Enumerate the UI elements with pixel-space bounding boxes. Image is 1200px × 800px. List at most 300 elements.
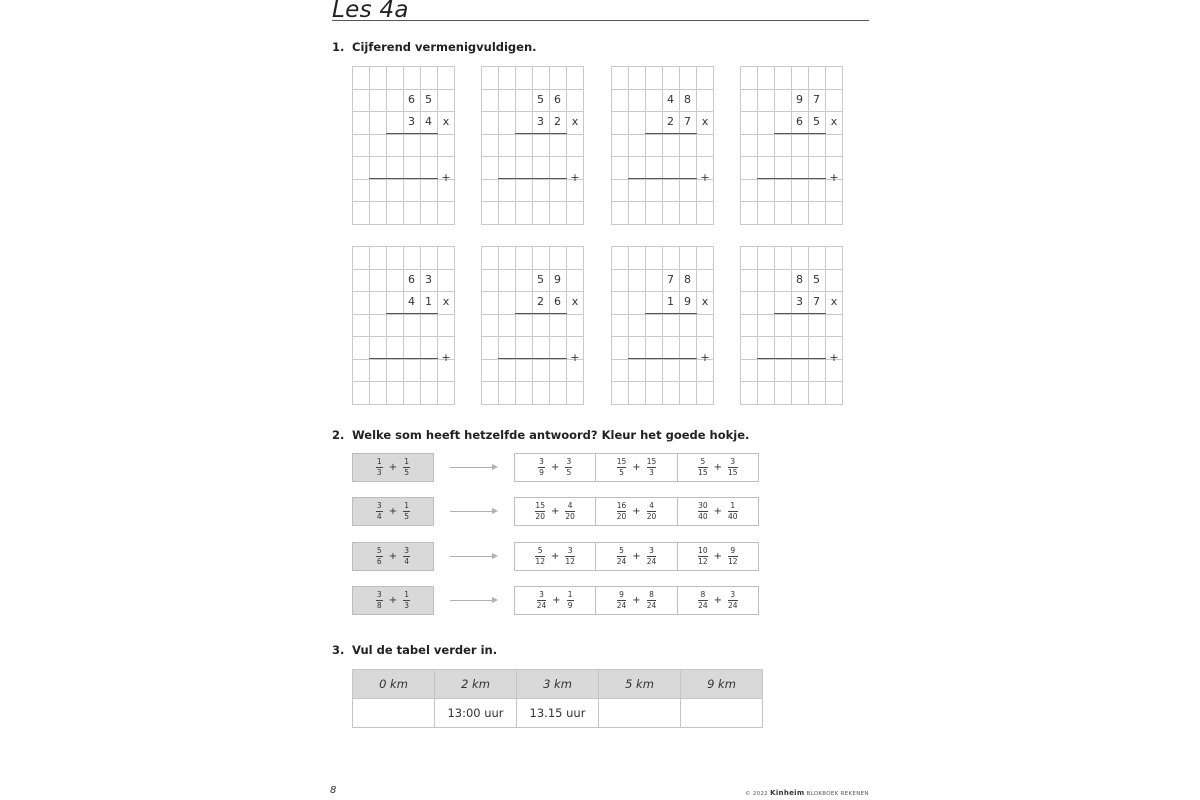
grid-cell[interactable] (369, 179, 387, 203)
grid-cell[interactable] (386, 291, 404, 315)
grid-cell[interactable] (532, 66, 550, 90)
grid-cell[interactable] (481, 359, 499, 383)
grid-cell[interactable] (808, 336, 826, 360)
grid-cell[interactable] (369, 201, 387, 225)
grid-cell[interactable] (420, 201, 438, 225)
grid-cell[interactable] (386, 336, 404, 360)
grid-cell[interactable] (549, 314, 567, 338)
grid-cell[interactable] (352, 336, 370, 360)
grid-cell[interactable] (481, 179, 499, 203)
grid-cell[interactable] (403, 336, 421, 360)
grid-cell[interactable] (611, 201, 629, 225)
grid-cell[interactable] (774, 381, 792, 405)
grid-cell[interactable] (481, 66, 499, 90)
grid-cell[interactable] (437, 246, 455, 270)
grid-cell[interactable] (403, 314, 421, 338)
grid-cell[interactable] (628, 269, 646, 293)
grid-cell[interactable] (825, 201, 843, 225)
grid-cell[interactable] (740, 201, 758, 225)
grid-cell[interactable] (369, 66, 387, 90)
answer-option-box[interactable] (596, 498, 677, 525)
grid-cell[interactable] (369, 246, 387, 270)
grid-cell[interactable] (420, 134, 438, 158)
grid-cell[interactable] (628, 201, 646, 225)
grid-cell[interactable] (498, 336, 516, 360)
grid-cell[interactable] (679, 201, 697, 225)
grid-cell[interactable] (774, 269, 792, 293)
grid-cell[interactable] (515, 66, 533, 90)
grid-cell[interactable] (437, 134, 455, 158)
grid-cell[interactable] (481, 201, 499, 225)
grid-cell[interactable] (791, 314, 809, 338)
grid-cell[interactable] (791, 66, 809, 90)
grid-cell[interactable] (611, 156, 629, 180)
grid-cell[interactable] (549, 66, 567, 90)
grid-cell[interactable] (481, 134, 499, 158)
answer-grid[interactable] (611, 66, 713, 224)
grid-cell[interactable] (420, 246, 438, 270)
grid-cell[interactable] (403, 246, 421, 270)
grid-cell[interactable] (566, 381, 584, 405)
grid-cell[interactable] (481, 111, 499, 135)
grid-cell[interactable] (645, 89, 663, 113)
grid-cell[interactable] (628, 66, 646, 90)
grid-cell[interactable] (420, 156, 438, 180)
grid-cell[interactable] (791, 359, 809, 383)
grid-cell[interactable] (611, 246, 629, 270)
grid-cell[interactable] (825, 314, 843, 338)
grid-cell[interactable] (740, 66, 758, 90)
grid-cell[interactable] (696, 134, 714, 158)
grid-cell[interactable] (515, 111, 533, 135)
grid-cell[interactable] (825, 66, 843, 90)
grid-cell[interactable] (437, 201, 455, 225)
grid-cell[interactable] (757, 291, 775, 315)
grid-cell[interactable] (740, 89, 758, 113)
grid-cell[interactable] (532, 134, 550, 158)
grid-cell[interactable] (808, 314, 826, 338)
grid-cell[interactable] (628, 156, 646, 180)
grid-cell[interactable] (386, 381, 404, 405)
grid-cell[interactable] (566, 66, 584, 90)
answer-option-box[interactable] (596, 543, 677, 570)
grid-cell[interactable] (549, 179, 567, 203)
grid-cell[interactable] (645, 314, 663, 338)
grid-cell[interactable] (774, 359, 792, 383)
grid-cell[interactable] (498, 201, 516, 225)
grid-cell[interactable] (566, 269, 584, 293)
grid-cell[interactable] (628, 246, 646, 270)
grid-cell[interactable] (437, 381, 455, 405)
grid-cell[interactable] (757, 134, 775, 158)
grid-cell[interactable] (352, 156, 370, 180)
grid-cell[interactable] (679, 156, 697, 180)
grid-cell[interactable] (825, 381, 843, 405)
answer-option-box[interactable] (678, 498, 758, 525)
grid-cell[interactable] (532, 201, 550, 225)
grid-cell[interactable] (352, 314, 370, 338)
grid-cell[interactable] (628, 359, 646, 383)
grid-cell[interactable] (825, 134, 843, 158)
grid-cell[interactable] (369, 269, 387, 293)
grid-cell[interactable] (532, 314, 550, 338)
grid-cell[interactable] (498, 246, 516, 270)
grid-cell[interactable] (352, 269, 370, 293)
grid-cell[interactable] (369, 314, 387, 338)
grid-cell[interactable] (774, 89, 792, 113)
grid-cell[interactable] (386, 179, 404, 203)
grid-cell[interactable] (791, 381, 809, 405)
answer-option-box[interactable] (596, 587, 677, 614)
grid-cell[interactable] (808, 134, 826, 158)
grid-cell[interactable] (645, 179, 663, 203)
grid-cell[interactable] (515, 314, 533, 338)
grid-cell[interactable] (774, 179, 792, 203)
grid-cell[interactable] (403, 381, 421, 405)
grid-cell[interactable] (481, 336, 499, 360)
grid-cell[interactable] (437, 314, 455, 338)
grid-cell[interactable] (515, 246, 533, 270)
grid-cell[interactable] (532, 179, 550, 203)
answer-grid[interactable] (740, 246, 842, 404)
grid-cell[interactable] (628, 314, 646, 338)
grid-cell[interactable] (696, 314, 714, 338)
answer-grid[interactable] (352, 66, 454, 224)
grid-cell[interactable] (498, 89, 516, 113)
grid-cell[interactable] (628, 134, 646, 158)
grid-cell[interactable] (757, 111, 775, 135)
grid-cell[interactable] (662, 179, 680, 203)
grid-cell[interactable] (696, 201, 714, 225)
grid-cell[interactable] (791, 246, 809, 270)
grid-cell[interactable] (645, 381, 663, 405)
grid-cell[interactable] (645, 269, 663, 293)
grid-cell[interactable] (628, 336, 646, 360)
grid-cell[interactable] (515, 134, 533, 158)
grid-cell[interactable] (369, 291, 387, 315)
grid-cell[interactable] (757, 314, 775, 338)
grid-cell[interactable] (774, 66, 792, 90)
grid-cell[interactable] (757, 179, 775, 203)
grid-cell[interactable] (386, 359, 404, 383)
grid-cell[interactable] (515, 291, 533, 315)
grid-cell[interactable] (515, 269, 533, 293)
grid-cell[interactable] (352, 134, 370, 158)
grid-cell[interactable] (481, 246, 499, 270)
grid-cell[interactable] (679, 359, 697, 383)
table-cell-answer[interactable] (353, 699, 435, 728)
grid-cell[interactable] (791, 336, 809, 360)
answer-grid[interactable] (740, 66, 842, 224)
grid-cell[interactable] (662, 66, 680, 90)
grid-cell[interactable] (403, 201, 421, 225)
grid-cell[interactable] (774, 134, 792, 158)
answer-grid[interactable] (352, 246, 454, 404)
grid-cell[interactable] (696, 269, 714, 293)
grid-cell[interactable] (774, 336, 792, 360)
grid-cell[interactable] (420, 66, 438, 90)
grid-cell[interactable] (662, 381, 680, 405)
answer-option-box[interactable] (515, 543, 596, 570)
grid-cell[interactable] (403, 134, 421, 158)
grid-cell[interactable] (420, 179, 438, 203)
grid-cell[interactable] (645, 66, 663, 90)
grid-cell[interactable] (566, 134, 584, 158)
grid-cell[interactable] (774, 111, 792, 135)
grid-cell[interactable] (662, 201, 680, 225)
grid-cell[interactable] (386, 89, 404, 113)
grid-cell[interactable] (808, 156, 826, 180)
grid-cell[interactable] (532, 381, 550, 405)
grid-cell[interactable] (628, 179, 646, 203)
grid-cell[interactable] (696, 66, 714, 90)
grid-cell[interactable] (515, 179, 533, 203)
grid-cell[interactable] (386, 314, 404, 338)
grid-cell[interactable] (791, 134, 809, 158)
grid-cell[interactable] (369, 156, 387, 180)
grid-cell[interactable] (549, 201, 567, 225)
grid-cell[interactable] (757, 201, 775, 225)
grid-cell[interactable] (774, 201, 792, 225)
grid-cell[interactable] (645, 111, 663, 135)
grid-cell[interactable] (774, 314, 792, 338)
grid-cell[interactable] (740, 134, 758, 158)
grid-cell[interactable] (352, 291, 370, 315)
grid-cell[interactable] (566, 89, 584, 113)
grid-cell[interactable] (386, 201, 404, 225)
grid-cell[interactable] (481, 314, 499, 338)
grid-cell[interactable] (662, 336, 680, 360)
grid-cell[interactable] (740, 179, 758, 203)
grid-cell[interactable] (352, 111, 370, 135)
grid-cell[interactable] (645, 359, 663, 383)
grid-cell[interactable] (515, 201, 533, 225)
grid-cell[interactable] (774, 291, 792, 315)
grid-cell[interactable] (498, 269, 516, 293)
grid-cell[interactable] (369, 134, 387, 158)
grid-cell[interactable] (740, 336, 758, 360)
grid-cell[interactable] (757, 336, 775, 360)
grid-cell[interactable] (740, 291, 758, 315)
table-cell-answer[interactable] (681, 699, 763, 728)
grid-cell[interactable] (566, 201, 584, 225)
grid-cell[interactable] (498, 66, 516, 90)
grid-cell[interactable] (774, 156, 792, 180)
grid-cell[interactable] (757, 381, 775, 405)
grid-cell[interactable] (403, 156, 421, 180)
grid-cell[interactable] (481, 381, 499, 405)
grid-cell[interactable] (611, 291, 629, 315)
grid-cell[interactable] (352, 246, 370, 270)
grid-cell[interactable] (825, 246, 843, 270)
grid-cell[interactable] (808, 201, 826, 225)
grid-cell[interactable] (808, 381, 826, 405)
grid-cell[interactable] (740, 246, 758, 270)
grid-cell[interactable] (386, 269, 404, 293)
grid-cell[interactable] (352, 381, 370, 405)
grid-cell[interactable] (515, 381, 533, 405)
grid-cell[interactable] (437, 89, 455, 113)
answer-option-box[interactable] (678, 454, 758, 481)
grid-cell[interactable] (352, 89, 370, 113)
answer-grid[interactable] (481, 246, 583, 404)
grid-cell[interactable] (611, 314, 629, 338)
grid-cell[interactable] (611, 134, 629, 158)
grid-cell[interactable] (498, 381, 516, 405)
grid-cell[interactable] (757, 89, 775, 113)
grid-cell[interactable] (662, 156, 680, 180)
answer-option-box[interactable] (678, 543, 758, 570)
grid-cell[interactable] (481, 89, 499, 113)
grid-cell[interactable] (481, 156, 499, 180)
grid-cell[interactable] (369, 89, 387, 113)
grid-cell[interactable] (628, 291, 646, 315)
grid-cell[interactable] (611, 381, 629, 405)
grid-cell[interactable] (498, 111, 516, 135)
grid-cell[interactable] (369, 381, 387, 405)
grid-cell[interactable] (566, 314, 584, 338)
table-cell-answer[interactable] (599, 699, 681, 728)
answer-option-box[interactable] (515, 498, 596, 525)
grid-cell[interactable] (808, 179, 826, 203)
grid-cell[interactable] (611, 336, 629, 360)
grid-cell[interactable] (532, 359, 550, 383)
grid-cell[interactable] (808, 66, 826, 90)
grid-cell[interactable] (403, 359, 421, 383)
grid-cell[interactable] (611, 359, 629, 383)
grid-cell[interactable] (549, 134, 567, 158)
grid-cell[interactable] (386, 156, 404, 180)
grid-cell[interactable] (549, 336, 567, 360)
grid-cell[interactable] (791, 156, 809, 180)
grid-cell[interactable] (515, 89, 533, 113)
grid-cell[interactable] (679, 314, 697, 338)
grid-cell[interactable] (662, 134, 680, 158)
grid-cell[interactable] (679, 179, 697, 203)
grid-cell[interactable] (808, 359, 826, 383)
answer-option-box[interactable] (515, 454, 596, 481)
grid-cell[interactable] (628, 111, 646, 135)
grid-cell[interactable] (386, 66, 404, 90)
grid-cell[interactable] (532, 336, 550, 360)
grid-cell[interactable] (369, 111, 387, 135)
grid-cell[interactable] (662, 246, 680, 270)
grid-cell[interactable] (420, 381, 438, 405)
answer-option-box[interactable] (515, 587, 596, 614)
grid-cell[interactable] (628, 89, 646, 113)
answer-grid[interactable] (611, 246, 713, 404)
grid-cell[interactable] (549, 246, 567, 270)
grid-cell[interactable] (740, 359, 758, 383)
answer-option-box[interactable] (596, 454, 677, 481)
grid-cell[interactable] (566, 246, 584, 270)
grid-cell[interactable] (403, 66, 421, 90)
grid-cell[interactable] (386, 134, 404, 158)
grid-cell[interactable] (386, 246, 404, 270)
grid-cell[interactable] (369, 359, 387, 383)
grid-cell[interactable] (645, 336, 663, 360)
grid-cell[interactable] (645, 201, 663, 225)
grid-cell[interactable] (645, 246, 663, 270)
answer-option-box[interactable] (678, 587, 758, 614)
grid-cell[interactable] (352, 66, 370, 90)
grid-cell[interactable] (481, 291, 499, 315)
grid-cell[interactable] (549, 156, 567, 180)
grid-cell[interactable] (757, 156, 775, 180)
grid-cell[interactable] (498, 359, 516, 383)
grid-cell[interactable] (611, 269, 629, 293)
grid-cell[interactable] (740, 314, 758, 338)
grid-cell[interactable] (825, 89, 843, 113)
grid-cell[interactable] (403, 179, 421, 203)
grid-cell[interactable] (549, 381, 567, 405)
grid-cell[interactable] (498, 291, 516, 315)
grid-cell[interactable] (437, 66, 455, 90)
grid-cell[interactable] (679, 134, 697, 158)
grid-cell[interactable] (791, 179, 809, 203)
grid-cell[interactable] (532, 246, 550, 270)
grid-cell[interactable] (515, 156, 533, 180)
grid-cell[interactable] (645, 291, 663, 315)
grid-cell[interactable] (679, 336, 697, 360)
grid-cell[interactable] (611, 179, 629, 203)
grid-cell[interactable] (757, 269, 775, 293)
grid-cell[interactable] (757, 246, 775, 270)
grid-cell[interactable] (757, 66, 775, 90)
grid-cell[interactable] (740, 156, 758, 180)
grid-cell[interactable] (498, 179, 516, 203)
grid-cell[interactable] (611, 89, 629, 113)
grid-cell[interactable] (679, 66, 697, 90)
grid-cell[interactable] (645, 134, 663, 158)
grid-cell[interactable] (757, 359, 775, 383)
grid-cell[interactable] (386, 111, 404, 135)
grid-cell[interactable] (498, 156, 516, 180)
grid-cell[interactable] (420, 314, 438, 338)
grid-cell[interactable] (369, 336, 387, 360)
grid-cell[interactable] (628, 381, 646, 405)
grid-cell[interactable] (825, 269, 843, 293)
grid-cell[interactable] (420, 359, 438, 383)
grid-cell[interactable] (740, 269, 758, 293)
grid-cell[interactable] (696, 89, 714, 113)
grid-cell[interactable] (740, 111, 758, 135)
grid-cell[interactable] (515, 336, 533, 360)
grid-cell[interactable] (696, 246, 714, 270)
grid-cell[interactable] (352, 359, 370, 383)
grid-cell[interactable] (774, 246, 792, 270)
grid-cell[interactable] (679, 381, 697, 405)
grid-cell[interactable] (791, 201, 809, 225)
grid-cell[interactable] (420, 336, 438, 360)
grid-cell[interactable] (679, 246, 697, 270)
grid-cell[interactable] (515, 359, 533, 383)
grid-cell[interactable] (532, 156, 550, 180)
grid-cell[interactable] (662, 359, 680, 383)
grid-cell[interactable] (808, 246, 826, 270)
grid-cell[interactable] (611, 66, 629, 90)
grid-cell[interactable] (549, 359, 567, 383)
grid-cell[interactable] (437, 269, 455, 293)
grid-cell[interactable] (498, 314, 516, 338)
grid-cell[interactable] (352, 201, 370, 225)
grid-cell[interactable] (662, 314, 680, 338)
answer-grid[interactable] (481, 66, 583, 224)
grid-cell[interactable] (740, 381, 758, 405)
grid-cell[interactable] (481, 269, 499, 293)
grid-cell[interactable] (696, 381, 714, 405)
grid-cell[interactable] (498, 134, 516, 158)
